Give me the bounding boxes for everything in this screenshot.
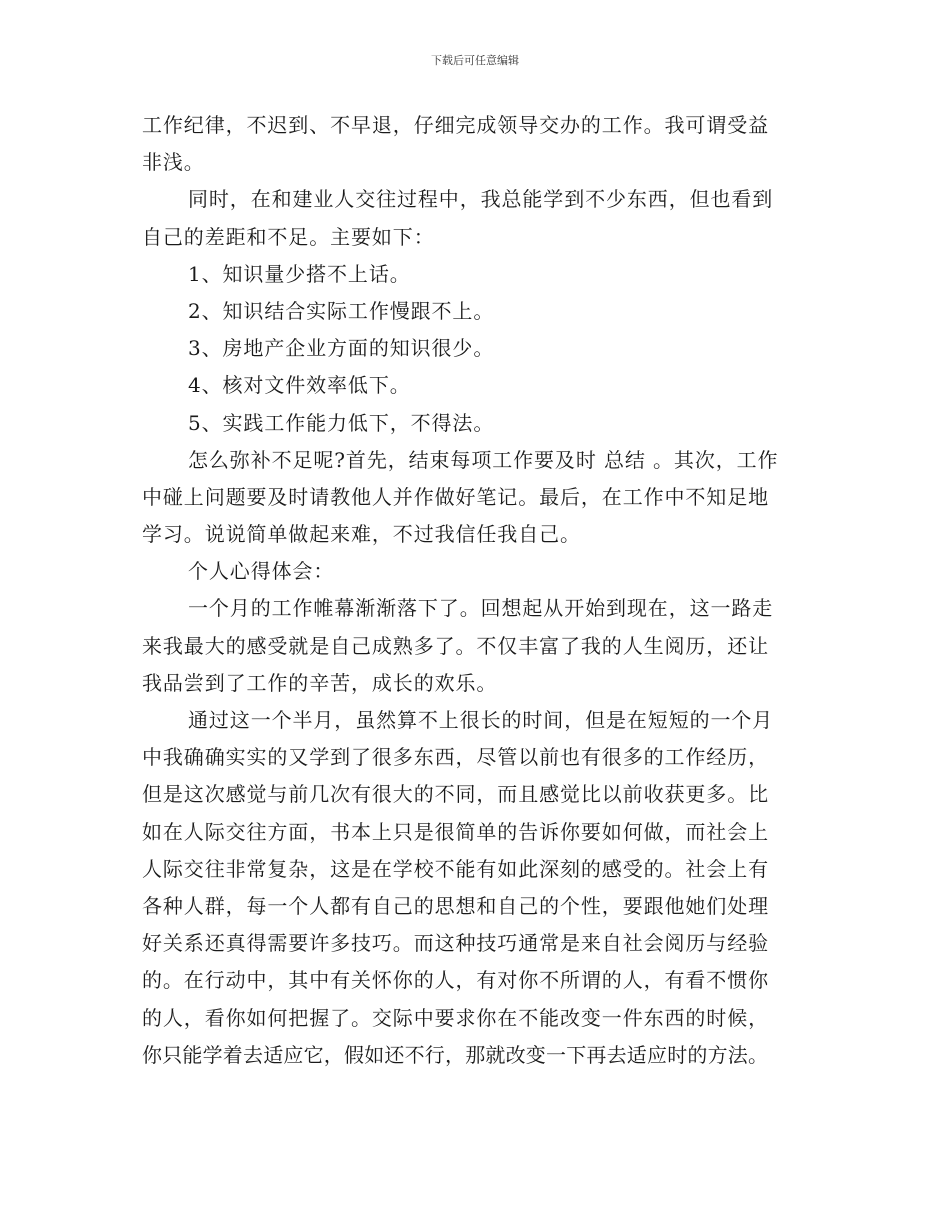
paragraph-line: 但是这次感觉与前几次有很大的不同，而且感觉比以前收获更多。比	[142, 782, 769, 807]
paragraph-line: 通过这一个半月，虽然算不上很长的时间，但是在短短的一个月	[188, 708, 774, 732]
paragraph-line: 的人，看你如何把握了。交际中要求你在不能改变一件东西的时候，	[142, 1005, 769, 1030]
paragraph-line: 来我最大的感受就是自己成熟多了。不仅丰富了我的人生阅历，还让	[142, 633, 769, 658]
paragraph-line: 同时，在和建业人交往过程中，我总能学到不少东西，但也看到	[188, 187, 774, 212]
paragraph-line: 好关系还真得需要许多技巧。而这种技巧通常是来自社会阅历与经验	[142, 931, 769, 956]
paragraph-line: 人际交往非常复杂，这是在学校不能有如此深刻的感受的。社会上有	[142, 856, 769, 881]
paragraph-line: 的。在行动中，其中有关怀你的人，有对你不所谓的人，有看不惯你	[142, 968, 769, 993]
section-heading: 个人心得体会：	[188, 559, 335, 584]
body-text	[142, 107, 802, 1074]
paragraph-line: 一个月的工作帷幕渐渐落下了。回想起从开始到现在，这一路走	[188, 596, 774, 621]
paragraph-line: 中我确确实实的又学到了很多东西，尽管以前也有很多的工作经历，	[142, 745, 769, 770]
paragraph-line: 各种人群，每一个人都有自己的思想和自己的个性，要跟他她们处理	[142, 893, 769, 918]
paragraph-line: 工作纪律，不迟到、不早退，仔细完成领导交办的工作。我可谓受益	[142, 113, 769, 137]
list-item: 5、实践工作能力低下，不得法。	[188, 410, 495, 435]
paragraph-line: 自己的差距和不足。主要如下：	[142, 224, 435, 249]
paragraph-line: 中碰上问题要及时请教他人并作做好笔记。最后，在工作中不知足地	[142, 484, 769, 509]
page-header: 下载后可任意编辑	[431, 54, 519, 67]
paragraph-line: 学习。说说简单做起来难，不过我信任我自己。	[142, 522, 581, 547]
list-item: 2、知识结合实际工作慢跟不上。	[188, 298, 495, 323]
list-item: 1、知识量少搭不上话。	[188, 261, 411, 286]
paragraph-line: 非浅。	[142, 150, 205, 175]
paragraph-line: 你只能学着去适应它，假如还不行，那就改变一下再去适应时的方法。	[142, 1042, 769, 1067]
list-item: 4、核对文件效率低下。	[188, 373, 411, 398]
list-item: 3、房地产企业方面的知识很少。	[188, 336, 495, 361]
paragraph-line: 我品尝到了工作的辛苦，成长的欢乐。	[142, 670, 498, 695]
paragraph-line: 如在人际交往方面，书本上只是很简单的告诉你要如何做，而社会上	[142, 819, 769, 844]
paragraph-line: 怎么弥补不足呢?首先，结束每项工作要及时 总结 。其次，工作	[188, 447, 779, 472]
